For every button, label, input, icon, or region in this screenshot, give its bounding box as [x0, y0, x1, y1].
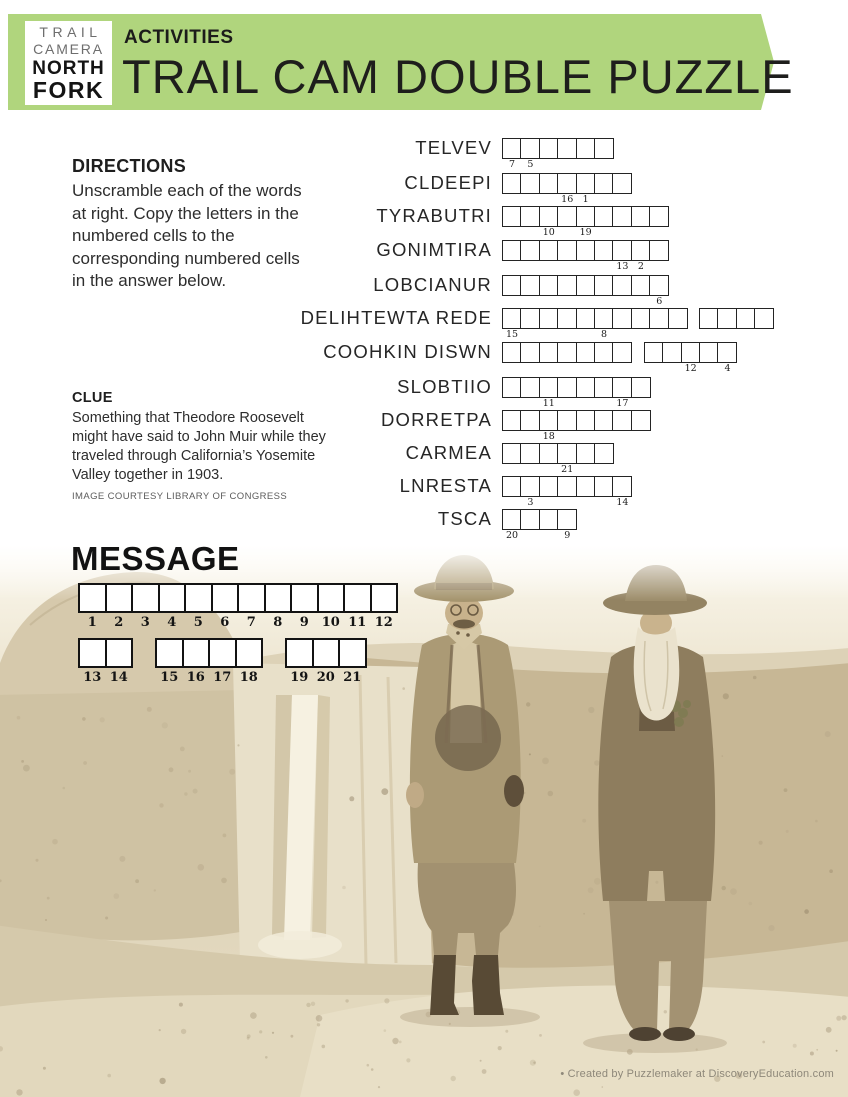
answer-cell[interactable] [612, 206, 632, 227]
answer-cell[interactable] [612, 240, 632, 272]
message-cell[interactable] [264, 583, 293, 630]
message-cell-number: 21 [343, 670, 362, 685]
answer-groups [502, 443, 612, 475]
cell-number: 14 [616, 497, 629, 508]
answer-cell[interactable] [631, 377, 651, 398]
answer-cell[interactable] [520, 476, 540, 508]
word-row [0, 307, 773, 340]
scrambled-word: CARMEA [405, 442, 492, 463]
cell-number: 10 [542, 227, 555, 238]
answer-cell[interactable] [557, 342, 577, 363]
answer-cell[interactable] [502, 308, 522, 340]
cell-number: 7 [508, 159, 516, 170]
image-credit: IMAGE COURTESY LIBRARY OF CONGRESS [72, 491, 288, 503]
page-title: TRAIL CAM DOUBLE PUZZLE [122, 50, 794, 103]
message-cell-group [285, 638, 365, 685]
scrambled-word: LNRESTA [399, 475, 492, 496]
answer-cell[interactable] [576, 275, 596, 296]
valley-slope-left [0, 690, 252, 940]
answer-cell[interactable] [539, 342, 559, 363]
message-cell[interactable] [211, 583, 240, 630]
answer-cell[interactable] [539, 275, 559, 296]
scrambled-word: GONIMTIRA [376, 239, 492, 260]
word-row [0, 205, 668, 238]
answer-cell[interactable] [539, 443, 559, 464]
message-cell-number: 10 [321, 615, 340, 630]
answer-cell[interactable] [594, 308, 614, 340]
answer-cell[interactable] [594, 342, 614, 363]
answer-cell[interactable] [557, 173, 577, 205]
answer-cell[interactable] [502, 240, 522, 261]
answer-cell[interactable] [612, 275, 632, 296]
footer-credit: • Created by Puzzlemaker at DiscoveryEducation.com [560, 1068, 834, 1080]
answer-cell[interactable] [612, 342, 632, 363]
answer-cell[interactable] [502, 443, 522, 464]
answer-cell[interactable] [502, 206, 522, 227]
answer-cell[interactable] [631, 308, 651, 329]
answer-cell[interactable] [539, 410, 559, 442]
scrambled-word: DORRETPA [380, 409, 492, 430]
answer-groups [502, 275, 668, 307]
message-cell[interactable] [155, 638, 184, 685]
answer-cell[interactable] [576, 173, 596, 205]
answer-cell[interactable] [631, 275, 651, 296]
answer-cell[interactable] [520, 206, 540, 227]
answer-cell-group [502, 275, 668, 307]
answer-cell[interactable] [539, 308, 559, 329]
message-cell-number: 4 [167, 615, 177, 630]
answer-groups [502, 377, 649, 409]
answer-groups [502, 138, 612, 170]
answer-cell[interactable] [699, 342, 719, 363]
answer-cell[interactable] [502, 275, 522, 296]
answer-cell[interactable] [539, 240, 559, 261]
answer-cell[interactable] [539, 138, 559, 159]
answer-cell[interactable] [557, 206, 577, 227]
answer-cell-group [502, 173, 631, 205]
answer-cell[interactable] [612, 308, 632, 329]
cell-number: 5 [527, 159, 534, 170]
answer-cell[interactable] [520, 443, 540, 464]
answer-cell[interactable] [520, 342, 540, 363]
message-cell-number: 5 [193, 615, 203, 630]
answer-cell[interactable] [594, 476, 614, 497]
activities-label: ACTIVITIES [124, 27, 234, 48]
answer-cell[interactable] [557, 138, 577, 159]
word-row [0, 475, 631, 508]
message-cell[interactable] [105, 583, 134, 630]
message-cell-number: 6 [220, 615, 230, 630]
waterfall-mist [258, 931, 342, 959]
message-cell-number: 11 [348, 615, 367, 630]
answer-cell[interactable] [539, 476, 559, 497]
answer-groups [502, 173, 631, 205]
cell-number: 18 [542, 431, 555, 442]
answer-cell[interactable] [631, 410, 651, 431]
answer-groups [502, 509, 576, 541]
answer-cell[interactable] [576, 308, 596, 329]
message-cell[interactable] [78, 638, 107, 685]
answer-cell-group [502, 476, 631, 508]
answer-cell[interactable] [594, 275, 614, 296]
answer-cell[interactable] [576, 342, 596, 363]
answer-groups [502, 206, 668, 238]
answer-cell[interactable] [612, 173, 632, 194]
answer-cell[interactable] [662, 342, 682, 363]
logo-line-camera: CAMERA [33, 40, 104, 57]
answer-cell[interactable] [520, 410, 540, 431]
word-row [0, 341, 736, 374]
answer-cell[interactable] [502, 377, 522, 398]
answer-cell[interactable] [520, 308, 540, 329]
granite-cliff [233, 663, 432, 965]
message-cell[interactable] [184, 583, 213, 630]
message-cell[interactable] [237, 583, 266, 630]
cell-number: 2 [637, 261, 644, 272]
answer-cell-group [502, 240, 668, 272]
cell-number: 19 [579, 227, 592, 238]
answer-cell[interactable] [649, 206, 669, 227]
word-row [0, 239, 668, 272]
message-cell-number: 13 [83, 670, 102, 685]
answer-cell-group [644, 342, 736, 374]
answer-cell[interactable] [520, 377, 540, 398]
answer-cell[interactable] [520, 138, 540, 170]
answer-cell[interactable] [539, 509, 559, 530]
answer-cell[interactable] [594, 240, 614, 261]
answer-cell[interactable] [631, 240, 651, 272]
cell-number: 1 [582, 194, 589, 205]
message-cell-group [155, 638, 261, 685]
answer-cell[interactable] [539, 173, 559, 194]
scrambled-word: TELVEV [415, 137, 492, 158]
answer-cell[interactable] [520, 275, 540, 296]
answer-groups [502, 308, 773, 340]
answer-cell[interactable] [594, 173, 614, 194]
answer-cell[interactable] [644, 342, 664, 363]
message-cell[interactable] [182, 638, 211, 685]
cell-number: 6 [656, 296, 663, 307]
message-cell-group [78, 583, 396, 630]
message-cell[interactable] [343, 583, 372, 630]
answer-cell[interactable] [594, 443, 614, 464]
answer-cell[interactable] [699, 308, 719, 329]
clue-text: Something that Theodore Roosevelt might have said to John Muir while they traveled through California’s Yosemite Valley together in 1903. [72, 410, 326, 483]
answer-cell[interactable] [520, 509, 540, 530]
cell-number: 15 [505, 329, 519, 340]
answer-cell[interactable] [576, 476, 596, 497]
message-row-1 [78, 583, 396, 630]
message-cell[interactable] [105, 638, 134, 685]
answer-cell[interactable] [594, 410, 614, 431]
answer-cell[interactable] [576, 206, 596, 238]
message-cell[interactable] [158, 583, 187, 630]
answer-cell[interactable] [594, 206, 614, 227]
word-row [0, 376, 649, 409]
message-cell-number: 16 [186, 670, 205, 685]
answer-cell[interactable] [557, 377, 577, 398]
clue-heading: CLUE [72, 390, 113, 406]
answer-cell[interactable] [717, 342, 737, 374]
answer-cell[interactable] [502, 342, 522, 363]
message-cell-number: 14 [109, 670, 128, 685]
answer-groups [502, 240, 668, 272]
answer-cell[interactable] [502, 138, 522, 170]
answer-cell[interactable] [576, 443, 596, 464]
answer-cell[interactable] [612, 410, 632, 431]
message-heading: MESSAGE [71, 540, 240, 577]
answer-cell-group [502, 410, 649, 442]
answer-cell[interactable] [557, 509, 577, 541]
message-cell-number: 17 [213, 670, 232, 685]
answer-cell[interactable] [502, 509, 522, 541]
message-cell-number: 20 [316, 670, 335, 685]
cell-number: 12 [684, 363, 697, 374]
message-cell[interactable] [338, 638, 367, 685]
message-cell-number: 8 [273, 615, 283, 630]
word-row [0, 274, 668, 307]
message-cell-number: 2 [114, 615, 124, 630]
answer-cell-group [502, 509, 576, 541]
logo-line-fork: FORK [32, 76, 105, 103]
directions-heading: DIRECTIONS [72, 156, 187, 176]
answer-cell[interactable] [612, 476, 632, 508]
message-cell[interactable] [312, 638, 341, 685]
cell-number: 9 [564, 530, 571, 541]
answer-cell[interactable] [557, 308, 577, 329]
answer-cell[interactable] [681, 342, 701, 374]
answer-cell-group [502, 342, 631, 363]
answer-groups [502, 342, 736, 374]
cell-number: 16 [561, 194, 574, 205]
answer-cell[interactable] [502, 410, 522, 431]
word-row [0, 409, 649, 442]
answer-cell[interactable] [612, 377, 632, 409]
answer-cell[interactable] [520, 240, 540, 261]
message-cell[interactable] [208, 638, 237, 685]
scrambled-word: SLOBTIIO [397, 376, 492, 397]
answer-cell[interactable] [539, 377, 559, 409]
scrambled-word: CLDEEPI [404, 172, 492, 193]
answer-cell[interactable] [576, 377, 596, 398]
cell-number: 21 [561, 464, 574, 475]
directions-text: Unscramble each of the words at right. Copy the letters in the numbered cells to the corresponding numbered cells in the answer below. [72, 181, 302, 291]
answer-cell[interactable] [736, 308, 756, 329]
cell-number: 11 [542, 398, 555, 409]
answer-cell[interactable] [502, 476, 522, 497]
answer-cell[interactable] [520, 173, 540, 194]
answer-cell[interactable] [668, 308, 688, 329]
answer-cell-group [502, 443, 612, 475]
message-cell-number: 3 [140, 615, 150, 630]
answer-cell[interactable] [594, 377, 614, 398]
answer-cell[interactable] [631, 206, 651, 227]
cell-number: 8 [601, 329, 608, 340]
answer-cell[interactable] [557, 443, 577, 475]
answer-cell[interactable] [649, 240, 669, 261]
scrambled-word: COOHKIN DISWN [323, 341, 492, 362]
message-cell-number: 7 [246, 615, 256, 630]
message-cell[interactable] [285, 638, 314, 685]
answer-cell[interactable] [502, 173, 522, 194]
answer-cell[interactable] [717, 308, 737, 329]
answer-groups [502, 476, 631, 508]
scrambled-word: TSCA [437, 508, 492, 529]
answer-cell[interactable] [649, 275, 669, 307]
logo-line-north: NORTH [32, 57, 105, 79]
answer-cell[interactable] [649, 308, 669, 329]
cell-number: 13 [616, 261, 629, 272]
message-cell-number: 12 [374, 615, 393, 630]
muir-beard [634, 627, 680, 721]
answer-cell-group [502, 206, 668, 238]
message-row-2 [78, 638, 365, 685]
answer-cell[interactable] [557, 275, 577, 296]
message-cell[interactable] [370, 583, 399, 630]
message-cell-number: 1 [87, 615, 97, 630]
answer-cell-group [502, 308, 686, 340]
answer-groups [502, 410, 649, 442]
message-cell-number: 18 [239, 670, 258, 685]
cell-number: 3 [527, 497, 534, 508]
message-cell[interactable] [78, 583, 107, 630]
cell-number: 4 [724, 363, 731, 374]
cell-number: 20 [505, 530, 519, 541]
word-row [0, 508, 576, 541]
answer-cell[interactable] [576, 410, 596, 431]
answer-cell[interactable] [557, 476, 577, 497]
answer-cell[interactable] [754, 308, 774, 329]
word-row [0, 172, 631, 205]
message-cell-number: 9 [299, 615, 309, 630]
message-cell[interactable] [317, 583, 346, 630]
answer-cell[interactable] [557, 410, 577, 431]
logo-line-trail: TRAIL [39, 23, 102, 40]
scrambled-word: LOBCIANUR [373, 274, 492, 295]
answer-cell-group [699, 308, 773, 329]
answer-cell[interactable] [557, 240, 577, 261]
answer-cell-group [502, 138, 612, 170]
scrambled-word: TYRABUTRI [376, 205, 492, 226]
scrambled-word: DELIHTEWTA REDE [300, 307, 492, 328]
word-row [0, 442, 612, 475]
message-cell-group [78, 638, 131, 685]
answer-cell[interactable] [576, 240, 596, 261]
cell-number: 17 [616, 398, 629, 409]
message-cell[interactable] [235, 638, 264, 685]
message-cell[interactable] [131, 583, 160, 630]
answer-cell[interactable] [594, 138, 614, 159]
answer-cell[interactable] [539, 206, 559, 238]
message-cell-number: 15 [160, 670, 179, 685]
answer-cell[interactable] [576, 138, 596, 159]
message-cell-number: 19 [290, 670, 309, 685]
message-cell[interactable] [290, 583, 319, 630]
answer-cell-group [502, 377, 649, 409]
